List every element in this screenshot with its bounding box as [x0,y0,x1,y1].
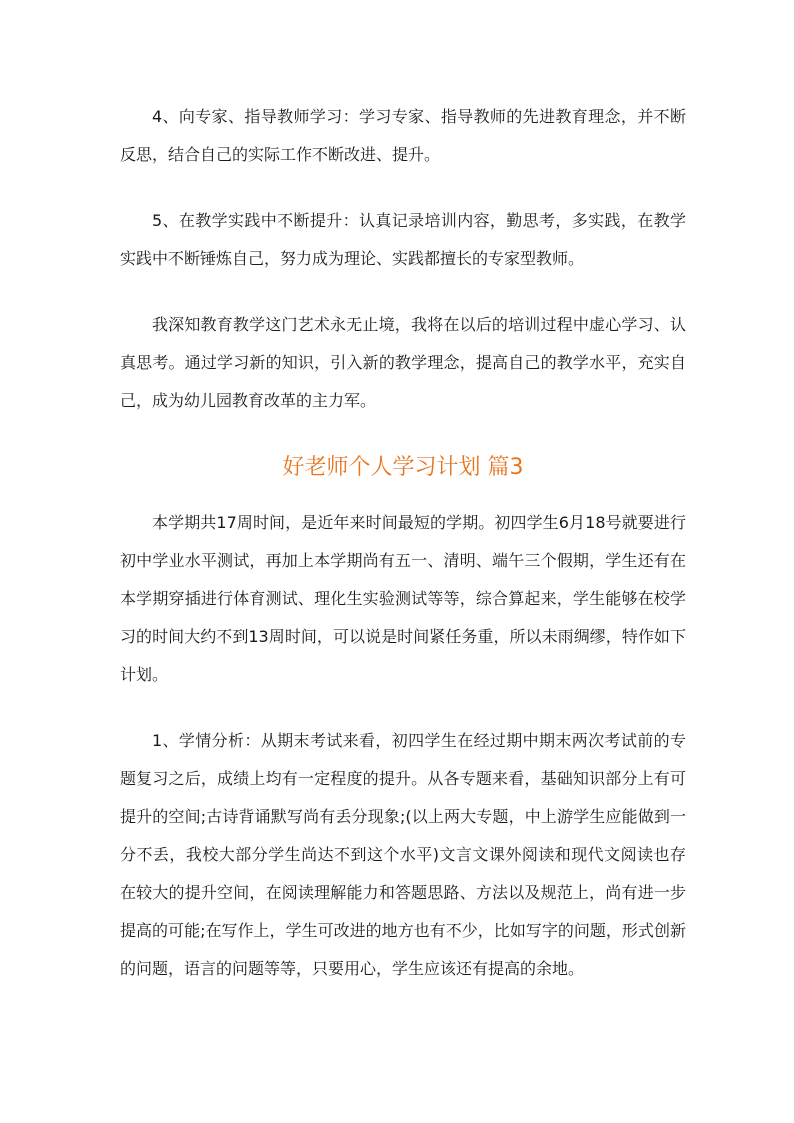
section-heading: 好老师个人学习计划 篇3 [282,455,524,480]
paragraph-gap [120,694,686,722]
document-body [120,98,686,988]
heading-gap [120,420,686,448]
paragraph-gap [120,278,686,306]
paragraph-item-4: 4、向专家、指导教师学习：学习专家、指导教师的先进教育理念，并不断反思，结合自己的实际工作不断改进、提升。 [120,107,686,164]
paragraph-analysis: 1、学情分析：从期末考试来看，初四学生在经过期中期末两次考试前的专题复习之后，成绩上均有一定程度的提升。从各专题来看，基础知识部分上有可提升的空间;古诗背诵默写尚有丢分现象;(以上两大专题，中上游学生应能做到一分不丢，我校大部分学生尚达不到这个水平)文言文课外阅读和现代文阅读也存在较大的提升空间，在阅读理解能力和答题思路、方法以及规范上，尚有进一步提高的可能;在写作上，学生可改进的地方也有不少，比如写字的问题，形式创新的问题，语言的问题等等，只要用心，学生应该还有提高的余地。 [120,731,686,978]
paragraph-intro: 本学期共17周时间，是近年来时间最短的学期。初四学生6月18号就要进行初中学业水平测试，再加上本学期尚有五一、清明、端午三个假期，学生还有在本学期穿插进行体育测试、理化生实验测试等等，综合算起来，学生能够在校学习的时间大约不到13周时间，可以说是时间紧任务重，所以未雨绸缪，特作如下计划。 [120,513,686,684]
heading-gap [120,488,686,504]
paragraph-item-5: 5、在教学实践中不断提升：认真记录培训内容，勤思考，多实践，在教学实践中不断锤炼自己，努力成为理论、实践都擅长的专家型教师。 [120,211,686,268]
paragraph-gap [120,174,686,202]
paragraph-conclusion: 我深知教育教学这门艺术永无止境，我将在以后的培训过程中虚心学习、认真思考。通过学习新的知识，引入新的教学理念，提高自己的教学水平，充实自己，成为幼儿园教育改革的主力军。 [120,315,686,410]
